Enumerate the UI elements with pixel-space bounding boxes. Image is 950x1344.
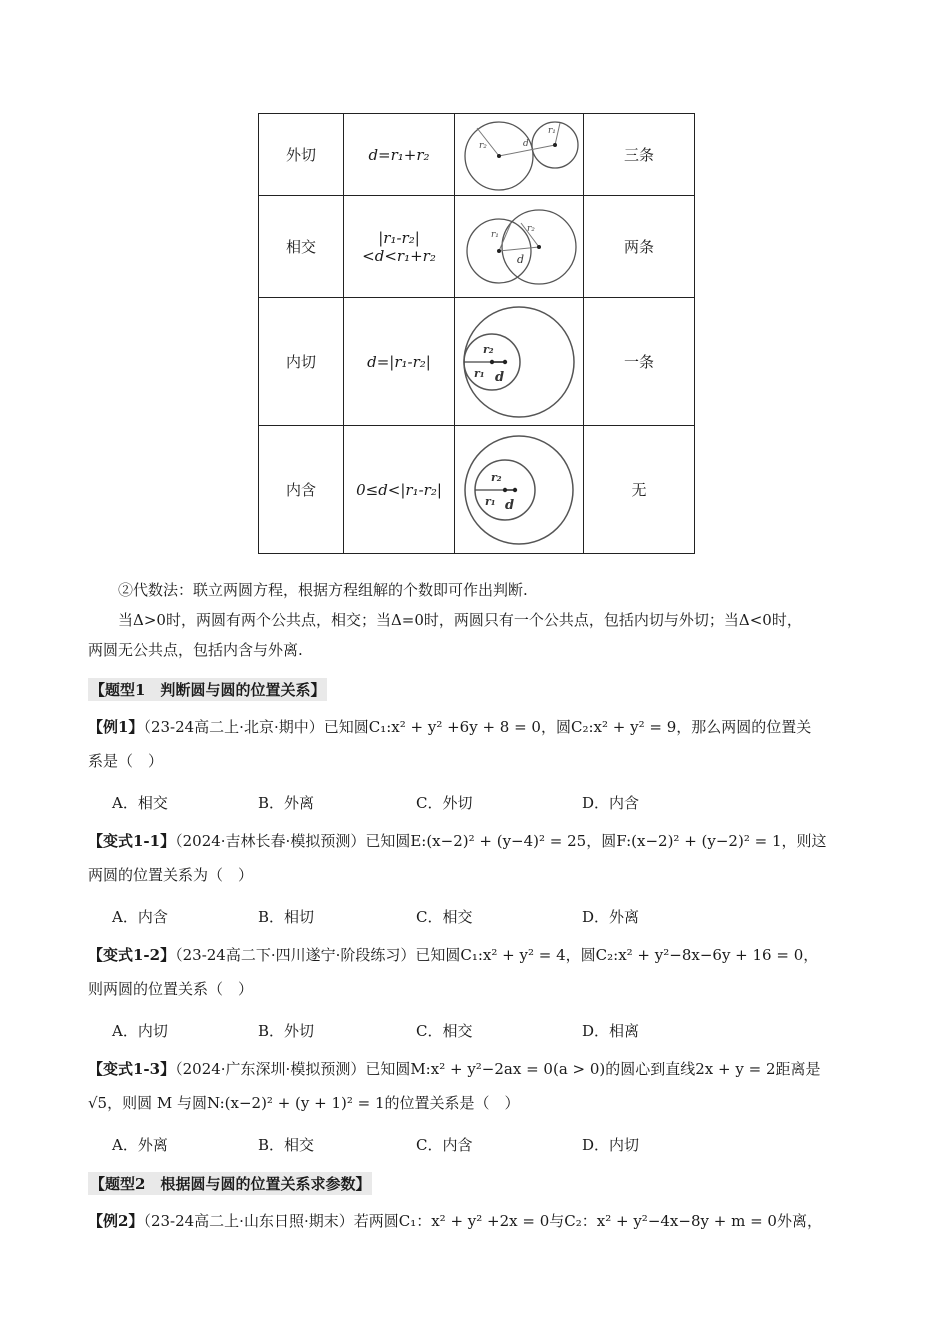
option-a[interactable]: A．外离: [112, 1136, 168, 1154]
option-d[interactable]: D．相离: [582, 1022, 640, 1040]
d-label: d: [517, 252, 525, 266]
r2-label: r₂: [479, 140, 487, 151]
d-label: d: [505, 497, 515, 513]
intersecting-figure: [457, 205, 581, 289]
internal-tangent-figure: [457, 303, 581, 421]
option-a[interactable]: A．内含: [112, 908, 168, 926]
question-stem: 已知圆C₁:x² + y² +6y + 8 = 0，圆C₂:x² + y² = 9，那么两圆的位置关: [323, 718, 812, 736]
question-source: （2024·吉林长春·模拟预测）: [175, 832, 366, 850]
d-label: d: [495, 369, 505, 385]
relation-cell: 内切: [259, 298, 344, 426]
question-tag: 【变式1-2】: [88, 946, 176, 964]
r1-label: r₁: [491, 229, 499, 240]
question-stem: 若两圆C₁：x² + y² +2x = 0与C₂：x² + y²−4x−8y + m = 0外离，: [353, 1212, 822, 1230]
variant12-line1: [88, 940, 868, 970]
d-label: d: [523, 138, 529, 149]
variant11-line1: [88, 826, 868, 856]
option-a[interactable]: A．内切: [112, 1022, 168, 1040]
algebra-cases-line: 当Δ>0时，两圆有两个公共点，相交；当Δ=0时，两圆只有一个公共点，包括内切与外切；当Δ<0时，: [118, 611, 802, 629]
algebra-method-line: ②代数法：联立两圆方程，根据方程组解的个数即可作出判断.: [118, 581, 528, 599]
question-stem: 已知圆M:x² + y²−2ax = 0(a > 0)的圆心到直线2x + y = 2距离是: [365, 1060, 821, 1078]
example1-line1: [88, 712, 868, 742]
condition-cell: 0≤d<|r₁-r₂|: [344, 426, 455, 554]
variant11-line2: 两圆的位置关系为（ ）: [88, 866, 254, 884]
question-stem: 已知圆C₁:x² + y² = 4，圆C₂:x² + y²−8x−6y + 16 = 0，: [415, 946, 819, 964]
variant13-line2: √5，则圆 M 与圆N:(x−2)² + (y + 1)² = 1的位置关系是（ ）: [88, 1094, 520, 1112]
question-source: （23-24高二上·山东日照·期末）: [143, 1212, 354, 1230]
option-c[interactable]: C．外切: [416, 794, 473, 812]
table-row: [259, 426, 695, 554]
example1-line2: 系是（ ）: [88, 752, 164, 770]
relation-cell: 外切: [259, 114, 344, 196]
option-b[interactable]: B．相切: [258, 908, 315, 926]
variant12-line2: 则两圆的位置关系（ ）: [88, 980, 254, 998]
figure-cell: [455, 196, 584, 298]
option-d[interactable]: D．外离: [582, 908, 640, 926]
table-row: [259, 114, 695, 196]
option-b[interactable]: B．相交: [258, 1136, 315, 1154]
question-tag: 【例2】: [88, 1212, 144, 1230]
tangent-count-cell: 两条: [584, 196, 695, 298]
r1-label: r₁: [548, 125, 556, 136]
circle-position-table: [258, 113, 695, 554]
option-b[interactable]: B．外离: [258, 794, 315, 812]
option-c[interactable]: C．相交: [416, 1022, 473, 1040]
tangent-count-cell: 三条: [584, 114, 695, 196]
condition-cell: |r₁-r₂|<d<r₁+r₂: [344, 196, 455, 298]
relation-cell: 相交: [259, 196, 344, 298]
condition-cell: d=r₁+r₂: [344, 114, 455, 196]
option-d[interactable]: D．内含: [582, 794, 640, 812]
question-source: （23-24高二上·北京·期中）: [143, 718, 324, 736]
variant13-line1: [88, 1054, 868, 1084]
r1-label: r₁: [485, 494, 496, 508]
option-d[interactable]: D．内切: [582, 1136, 640, 1154]
question-stem: 已知圆E:(x−2)² + (y−4)² = 25，圆F:(x−2)² + (y−2)² = 1，则这: [365, 832, 827, 850]
question-tag: 【变式1-1】: [88, 832, 176, 850]
contained-figure: [457, 431, 581, 549]
example2-line1: [88, 1206, 868, 1236]
figure-cell: [455, 426, 584, 554]
tangent-count-cell: 一条: [584, 298, 695, 426]
external-tangent-figure: [457, 116, 581, 194]
section-heading-type2: 【题型2 根据圆与圆的位置关系求参数】: [88, 1172, 372, 1195]
table-row: [259, 196, 695, 298]
condition-cell: d=|r₁-r₂|: [344, 298, 455, 426]
question-source: （23-24高二下·四川遂宁·阶段练习）: [175, 946, 416, 964]
question-tag: 【变式1-3】: [88, 1060, 176, 1078]
r2-label: r₂: [491, 470, 502, 484]
option-a[interactable]: A．相交: [112, 794, 168, 812]
section-heading-type1: 【题型1 判断圆与圆的位置关系】: [88, 678, 327, 701]
option-b[interactable]: B．外切: [258, 1022, 315, 1040]
tangent-count-cell: 无: [584, 426, 695, 554]
option-c[interactable]: C．内含: [416, 1136, 473, 1154]
r1-label: r₁: [474, 366, 485, 380]
question-tag: 【例1】: [88, 718, 144, 736]
r2-label: r₂: [483, 342, 494, 356]
figure-cell: [455, 114, 584, 196]
table-row: [259, 298, 695, 426]
figure-cell: [455, 298, 584, 426]
relation-cell: 内含: [259, 426, 344, 554]
algebra-cases-line-cont: 两圆无公共点，包括内含与外离.: [88, 641, 303, 659]
question-source: （2024·广东深圳·模拟预测）: [175, 1060, 366, 1078]
r2-label: r₂: [527, 223, 535, 234]
option-c[interactable]: C．相交: [416, 908, 473, 926]
